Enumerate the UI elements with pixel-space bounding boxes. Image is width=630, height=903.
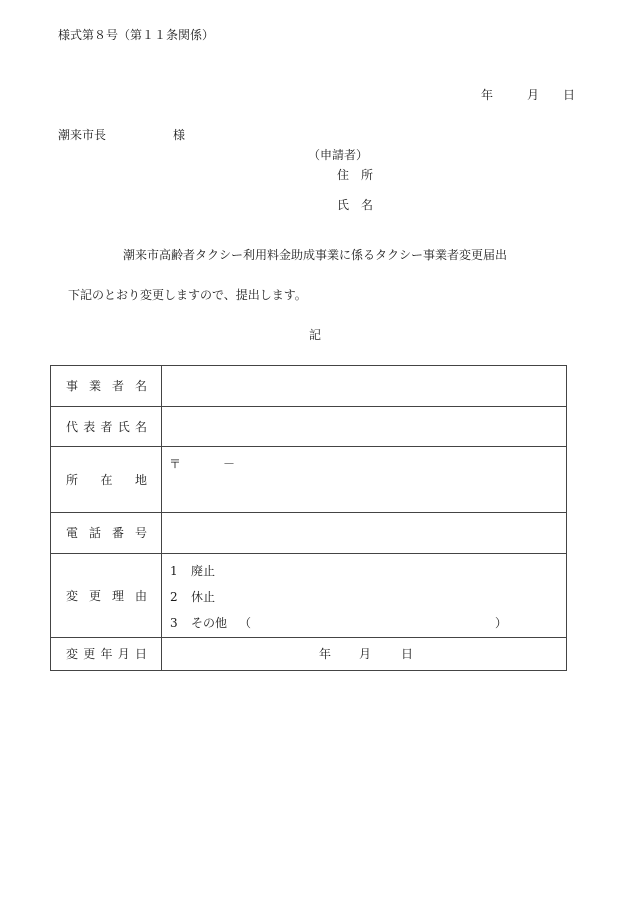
label-char: 更 bbox=[83, 647, 96, 661]
label-char: 所 bbox=[66, 472, 79, 487]
reason-text: 廃止 bbox=[191, 564, 216, 578]
label-char: 変 bbox=[66, 588, 79, 603]
label-char: 日 bbox=[134, 647, 147, 661]
location-field[interactable] bbox=[162, 447, 567, 513]
table-row bbox=[51, 513, 567, 554]
business-name-label bbox=[51, 366, 162, 407]
label-char: 名 bbox=[134, 419, 147, 434]
reason-text: その他 bbox=[191, 616, 228, 630]
label-char: 変 bbox=[66, 647, 79, 661]
table-row bbox=[51, 366, 567, 407]
date-month-label: 月 bbox=[527, 88, 540, 102]
representative-name-label bbox=[51, 407, 162, 447]
change-date-month: 月 bbox=[359, 647, 372, 661]
date-day-label: 日 bbox=[563, 88, 576, 102]
label-char: 番 bbox=[111, 526, 124, 540]
label-char: 事 bbox=[66, 379, 79, 393]
change-reason-label bbox=[51, 554, 162, 638]
document-title: 潮来市高齢者タクシー利用料金助成事業に係るタクシー事業者変更届出 bbox=[122, 248, 507, 262]
other-paren-close: ） bbox=[495, 616, 508, 630]
change-date-year: 年 bbox=[319, 647, 332, 661]
reason-number: 1 bbox=[170, 564, 178, 578]
date-year-label: 年 bbox=[481, 88, 494, 102]
label-char: 電 bbox=[66, 526, 79, 540]
applicant-address-label: 住 所 bbox=[337, 168, 374, 182]
change-reason-field bbox=[162, 554, 567, 638]
change-date-day: 日 bbox=[401, 647, 414, 661]
table-row bbox=[51, 554, 567, 638]
label-char: 者 bbox=[111, 379, 124, 393]
change-date-field[interactable] bbox=[162, 638, 567, 671]
applicant-label: （申請者） bbox=[308, 148, 369, 162]
table-row bbox=[51, 638, 567, 671]
postal-dash: － bbox=[223, 457, 236, 471]
label-char: 更 bbox=[88, 588, 101, 603]
label-char: 名 bbox=[134, 379, 147, 393]
location-label bbox=[51, 447, 162, 513]
form-table bbox=[50, 365, 567, 671]
reason-option-abolition[interactable] bbox=[170, 564, 510, 590]
label-char: 月 bbox=[117, 647, 130, 661]
reason-number: 3 bbox=[170, 616, 178, 630]
reason-text: 休止 bbox=[191, 590, 216, 604]
label-char: 由 bbox=[134, 588, 147, 603]
label-char: 地 bbox=[134, 472, 147, 487]
applicant-name-label: 氏 名 bbox=[337, 198, 374, 212]
business-name-field[interactable] bbox=[162, 366, 567, 407]
label-char: 業 bbox=[88, 379, 101, 393]
postal-mark: 〒 bbox=[169, 457, 182, 471]
reason-option-suspension[interactable] bbox=[170, 590, 510, 616]
reason-number: 2 bbox=[170, 590, 178, 604]
label-char: 年 bbox=[100, 647, 113, 661]
label-char: 理 bbox=[111, 588, 124, 603]
label-char: 者 bbox=[100, 419, 113, 434]
label-char: 代 bbox=[66, 419, 79, 434]
phone-number-label bbox=[51, 513, 162, 554]
representative-name-field[interactable] bbox=[162, 407, 567, 447]
intro-text: 下記のとおり変更しますので、提出します。 bbox=[68, 288, 307, 302]
label-char: 表 bbox=[83, 419, 96, 434]
table-row bbox=[51, 447, 567, 513]
other-paren-open: （ bbox=[239, 616, 252, 630]
label-char: 在 bbox=[100, 472, 113, 487]
addressee: 潮来市長 bbox=[58, 128, 107, 142]
label-char: 号 bbox=[134, 526, 147, 540]
phone-number-field[interactable] bbox=[162, 513, 567, 554]
label-char: 氏 bbox=[117, 419, 130, 434]
table-row bbox=[51, 407, 567, 447]
ki-heading: 記 bbox=[308, 328, 321, 342]
form-number: 様式第８号（第１１条関係） bbox=[58, 28, 215, 42]
label-char: 話 bbox=[88, 526, 101, 540]
change-date-label bbox=[51, 638, 162, 671]
honorific: 様 bbox=[173, 128, 186, 142]
